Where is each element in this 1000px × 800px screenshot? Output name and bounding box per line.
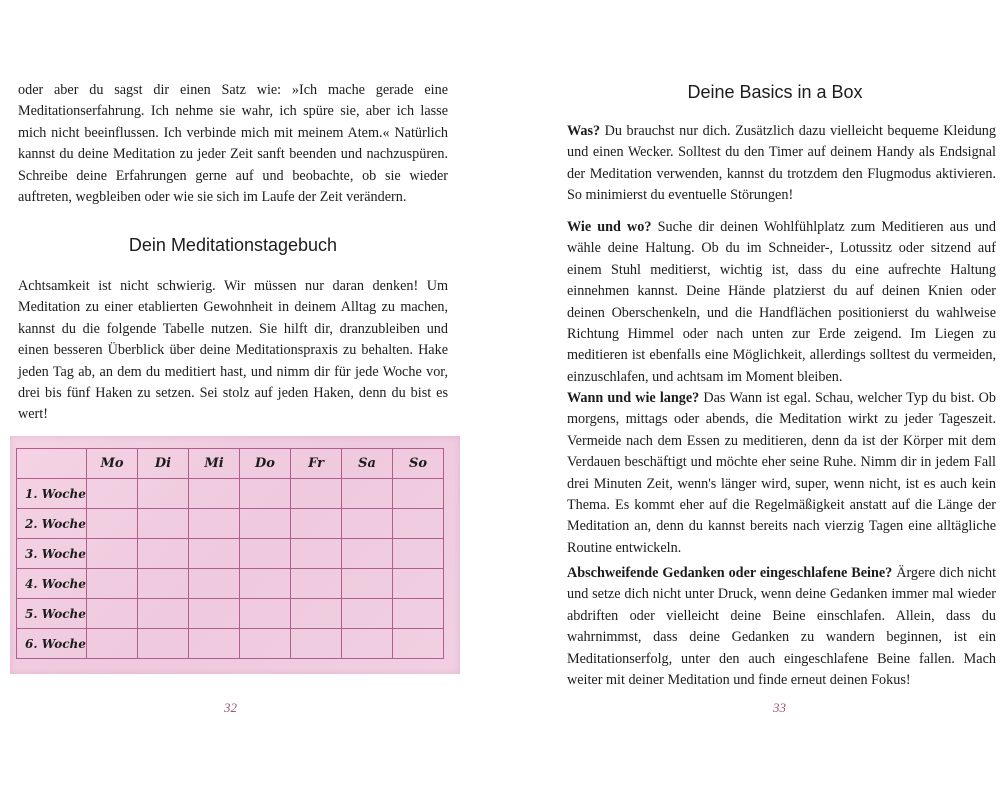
- check-cell: [291, 479, 342, 509]
- section-lead: Wann und wie lange?: [567, 390, 700, 406]
- check-cell: [240, 509, 291, 539]
- check-cell: [342, 509, 393, 539]
- section-how-where: [567, 217, 996, 388]
- check-cell: [393, 479, 444, 509]
- week-row: [17, 509, 444, 539]
- page-number: 33: [773, 700, 786, 715]
- week-label: 4. Woche: [17, 569, 87, 599]
- meditation-tracker-card: [10, 436, 460, 674]
- section-lead: Abschweifende Gedanken oder eingeschlafene Beine?: [567, 565, 893, 581]
- day-header: Di: [138, 449, 189, 479]
- section-what: [567, 121, 996, 207]
- week-row: [17, 599, 444, 629]
- check-cell: [138, 599, 189, 629]
- week-row: [17, 539, 444, 569]
- tracker-header-row: [17, 449, 444, 479]
- check-cell: [342, 539, 393, 569]
- section-text: Suche dir deinen Wohlfühlplatz zum Meditieren aus und wähle deine Haltung. Ob du im Schneider-, Lotussitz oder sitzend auf einem Stuhl meditierst, wichtig ist, dass du eine aufrechte Haltung einnehmen kannst. Deine Hände platzierst du auf deinen Knien oder deinen Oberschenkeln, und die Handflächen positionierst du wahlweise Richtung Himmel oder nach unten zur Erde zeigend. Im Liegen zu meditieren ist ebenfalls eine Möglichkeit, allerdings solltest du vermeiden, einzuschlafen, und achtsam im Moment bleiben.: [567, 219, 996, 385]
- check-cell: [393, 569, 444, 599]
- meditation-tracker-table: [16, 448, 444, 659]
- check-cell: [138, 479, 189, 509]
- section-text: Das Wann ist egal. Schau, welcher Typ du bist. Ob morgens, mittags oder abends, die Meditation wirkt zu jeder Tageszeit. Vermeide nach dem Essen zu meditieren, denn da ist der Körper mit dem Verdauen beschäftigt und möchte eher seine Ruhe. Nimm dir in jedem Fall drei Minuten Zeit, wenn's länger wird, super, wenn nicht, ist es auch kein Thema. Es kommt eher auf die Regelmäßigkeit anstatt auf die Länge der Meditation an, denn du kannst bereits nach vierzig Tagen eine alltägliche Routine entwickeln.: [567, 390, 996, 556]
- section-lead: Wie und wo?: [567, 219, 652, 235]
- check-cell: [342, 569, 393, 599]
- check-cell: [291, 599, 342, 629]
- check-cell: [291, 539, 342, 569]
- section-lead: Was?: [567, 123, 601, 139]
- check-cell: [87, 539, 138, 569]
- page-number: 32: [224, 700, 237, 715]
- week-row: [17, 629, 444, 659]
- week-row: [17, 569, 444, 599]
- basics-heading: Deine Basics in a Box: [687, 82, 863, 102]
- check-cell: [189, 509, 240, 539]
- check-cell: [87, 569, 138, 599]
- check-cell: [240, 539, 291, 569]
- check-cell: [342, 629, 393, 659]
- week-label: 6. Woche: [17, 629, 87, 659]
- week-row: [17, 479, 444, 509]
- week-label: 2. Woche: [17, 509, 87, 539]
- check-cell: [189, 539, 240, 569]
- check-cell: [138, 569, 189, 599]
- check-cell: [291, 629, 342, 659]
- check-cell: [138, 629, 189, 659]
- section-when-how-long: [567, 388, 996, 559]
- check-cell: [138, 509, 189, 539]
- week-label: 3. Woche: [17, 539, 87, 569]
- check-cell: [87, 599, 138, 629]
- day-header: Mi: [189, 449, 240, 479]
- check-cell: [393, 509, 444, 539]
- day-header: Sa: [342, 449, 393, 479]
- check-cell: [240, 479, 291, 509]
- check-cell: [189, 569, 240, 599]
- week-label: 1. Woche: [17, 479, 87, 509]
- check-cell: [393, 599, 444, 629]
- day-header: So: [393, 449, 444, 479]
- journal-paragraph: Achtsamkeit ist nicht schwierig. Wir müssen nur daran denken! Um Meditation zu einer etablierten Gewohnheit in deinem Alltag zu machen, kannst du die folgende Tabelle nutzen. Sie hilft dir, dranzubleiben und einen besseren Überblick über deine Meditationspraxis zu behalten. Hake jeden Tag ab, an dem du meditiert hast, und nimm dir für jede Woche vor, drei bis fünf Haken zu setzen. Sei stolz auf jeden Haken, denn du bist es wert!: [18, 278, 448, 423]
- check-cell: [291, 509, 342, 539]
- day-header: Mo: [87, 449, 138, 479]
- tracker-corner-cell: [17, 449, 87, 479]
- check-cell: [189, 629, 240, 659]
- meditation-journal-heading: Dein Meditationstagebuch: [128, 235, 338, 255]
- check-cell: [342, 599, 393, 629]
- week-label: 5. Woche: [17, 599, 87, 629]
- check-cell: [393, 629, 444, 659]
- check-cell: [87, 509, 138, 539]
- intro-paragraph: oder aber du sagst dir einen Satz wie: »Ich mache gerade eine Meditationserfahrung. Ich nehme sie wahr, ich spüre sie, aber ich lasse mich nicht beeinflussen. Ich verbinde mich mit meinem Atem.« Natürlich kannst du deine Meditation zu jeder Zeit sanft beenden und nachzuspüren. Schreibe deine Erfahrungen gerne auf und beobachte, ob sie wieder auftreten, wegbleiben oder wie sie sich im Laufe der Zeit verändern.: [18, 82, 448, 206]
- check-cell: [138, 539, 189, 569]
- section-text: Ärgere dich nicht und setze dich nicht unter Druck, wenn deine Gedanken immer mal wieder abdriften oder vielleicht deine Beine einschlafen. Allein, dass du wahrnimmst, dass deine Gedanken zu wandern beginnen, ist ein Meditationserfolg, unter den auch eingeschlafene Beine fallen. Mach weiter mit deiner Meditation und finde erneut deinen Fokus!: [567, 565, 997, 689]
- day-header: Fr: [291, 449, 342, 479]
- check-cell: [342, 479, 393, 509]
- check-cell: [393, 539, 444, 569]
- right-page: [500, 0, 1000, 800]
- check-cell: [240, 629, 291, 659]
- check-cell: [240, 569, 291, 599]
- section-text: Du brauchst nur dich. Zusätzlich dazu vielleicht bequeme Kleidung und einen Wecker. Solltest du den Timer auf deinem Handy als Endsignal der Meditation verwenden, kannst du trotzdem den Flugmodus aktivieren. So minimierst du eventuelle Störungen!: [567, 123, 996, 204]
- section-wandering-thoughts: [567, 563, 996, 691]
- check-cell: [240, 599, 291, 629]
- check-cell: [189, 479, 240, 509]
- check-cell: [87, 629, 138, 659]
- check-cell: [189, 599, 240, 629]
- check-cell: [291, 569, 342, 599]
- day-header: Do: [240, 449, 291, 479]
- check-cell: [87, 479, 138, 509]
